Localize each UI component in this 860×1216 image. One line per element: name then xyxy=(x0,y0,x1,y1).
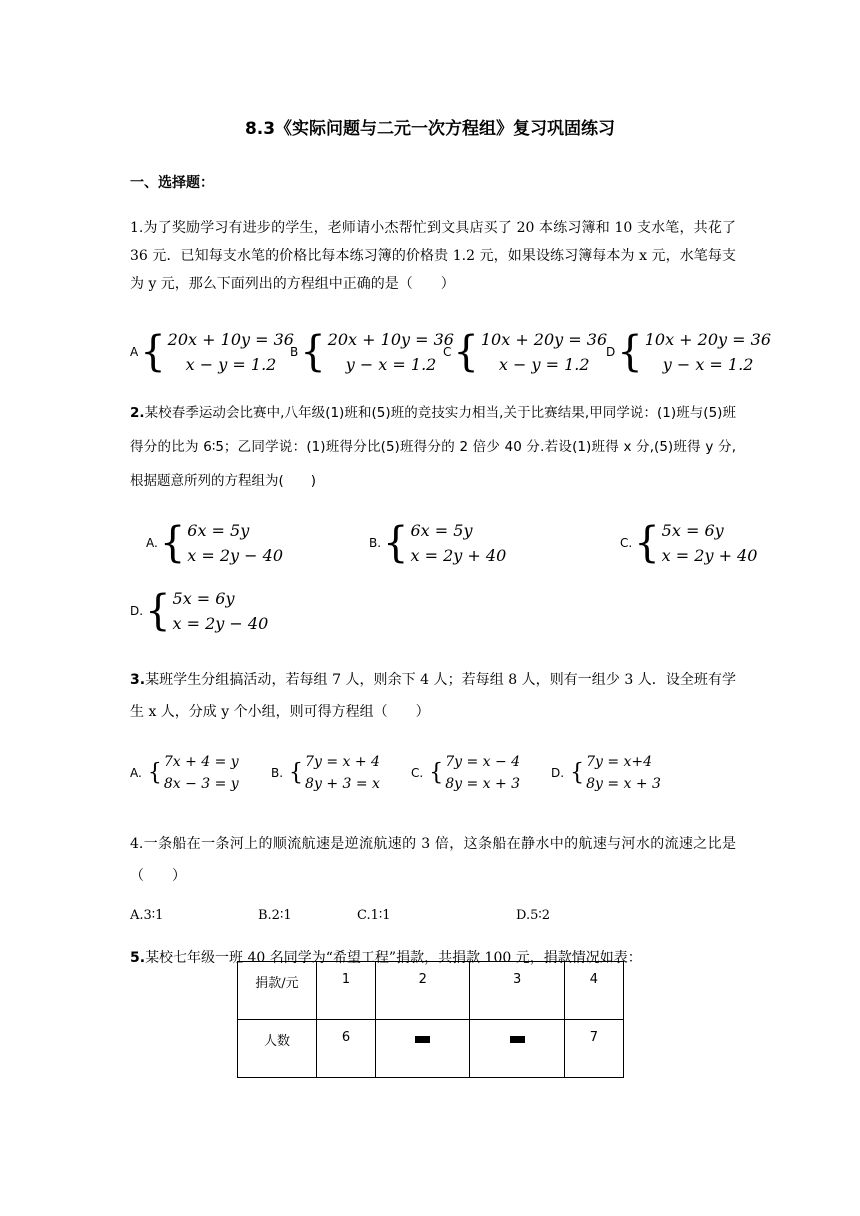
table-cell-blank xyxy=(470,1020,564,1078)
redacted-block-icon xyxy=(415,1036,430,1043)
equation: 7y = x+4 xyxy=(586,754,653,770)
brace-icon: { xyxy=(634,518,660,568)
equation: 7x + 4 = y xyxy=(163,754,239,770)
equation: 10x + 20y = 36 xyxy=(480,330,608,349)
option-label: A xyxy=(130,345,139,359)
option-label: D. xyxy=(551,766,565,780)
option-label: A. xyxy=(130,766,142,780)
table-row xyxy=(238,962,624,1020)
equation: 6x = 5y xyxy=(410,521,473,540)
table-cell: 4 xyxy=(564,962,623,1020)
brace-icon: { xyxy=(145,586,171,636)
donation-table xyxy=(237,961,624,1078)
question-1-text: 1.为了奖励学习有进步的学生，老师请小杰帮忙到文具店买了 20 本练习簿和 10 支水笔，共花了 36 元．已知每支水笔的价格比每本练习簿的价格贵 1.2 元，如果设练习簿每本为 x 元，水笔每支为 y 元，那么下面列出的方程组中正确的是（ ） xyxy=(130,220,736,292)
table-cell: 2 xyxy=(376,962,470,1020)
option-label: B. xyxy=(369,536,382,550)
brace-icon: { xyxy=(289,759,304,786)
q4-option-c[interactable]: C.1∶1 xyxy=(357,908,391,923)
option-label: C xyxy=(443,345,452,359)
option-label: C. xyxy=(411,766,424,780)
brace-icon: { xyxy=(140,327,166,377)
question-body: 某班学生分组搞活动，若每组 7 人，则余下 4 人；若每组 8 人，则有一组少 3 人．设全班有学生 x 人，分成 y 个小组，则可得方程组（ ） xyxy=(130,672,736,720)
q4-option-b[interactable]: B.2∶1 xyxy=(258,908,292,923)
equation: 7y = x + 4 xyxy=(305,754,380,770)
option-label: A. xyxy=(146,536,158,550)
table-cell: 7 xyxy=(564,1020,623,1078)
question-2-text xyxy=(130,396,736,498)
brace-icon: { xyxy=(429,759,444,786)
equation: 8y + 3 = x xyxy=(305,776,380,792)
equation: 10x + 20y = 36 xyxy=(644,330,771,349)
brace-icon: { xyxy=(147,759,162,786)
question-body: 某校七年级一班 40 名同学为“希望工程”捐款，共捐款 100 元，捐款情况如表： xyxy=(145,950,642,966)
brace-icon: { xyxy=(453,327,479,377)
q4-option-d[interactable]: D.5∶2 xyxy=(516,908,551,923)
option-label: B xyxy=(290,345,299,359)
equation: 5x = 6y xyxy=(661,521,724,540)
q3-option-a[interactable] xyxy=(130,751,239,795)
q2-option-b[interactable] xyxy=(369,518,506,568)
q1-option-b[interactable] xyxy=(290,327,454,377)
option-label: D xyxy=(606,345,616,359)
equation: 8y = x + 3 xyxy=(445,776,521,792)
q2-option-a[interactable] xyxy=(146,518,283,568)
q1-option-a[interactable] xyxy=(130,327,294,377)
table-cell-blank xyxy=(376,1020,470,1078)
equation: x − y = 1.2 xyxy=(498,355,590,374)
equation: x = 2y + 40 xyxy=(410,546,507,565)
table-cell: 捐款/元 xyxy=(238,962,317,1020)
equation: 8x − 3 = y xyxy=(163,776,239,792)
section-heading: 一、选择题： xyxy=(130,175,214,191)
q3-option-d[interactable] xyxy=(551,751,661,795)
equation: y − x = 1.2 xyxy=(345,355,437,374)
redacted-block-icon xyxy=(510,1036,525,1043)
q1-option-c[interactable] xyxy=(443,327,607,377)
table-cell: 人数 xyxy=(238,1020,317,1078)
equation: 6x = 5y xyxy=(187,521,250,540)
brace-icon: { xyxy=(617,327,643,377)
option-label: C. xyxy=(620,536,633,550)
question-number: 2. xyxy=(130,405,145,421)
page-title: 8.3《实际问题与二元一次方程组》复习巩固练习 xyxy=(244,119,616,139)
brace-icon: { xyxy=(570,759,585,786)
equation: x = 2y + 40 xyxy=(661,546,758,565)
question-body: 某校春季运动会比赛中,八年级(1)班和(5)班的竞技实力相当,关于比赛结果,甲同学说：(1)班与(5)班得分的比为 6∶5；乙同学说：(1)班得分比(5)班得分的 2 倍少 40 分.若设(1)班得 x 分,(5)班得 y 分,根据题意所列的方程组为( ) xyxy=(130,405,736,489)
equation: 20x + 10y = 36 xyxy=(167,330,294,349)
brace-icon: { xyxy=(159,518,186,568)
table-cell: 6 xyxy=(317,1020,376,1078)
brace-icon: { xyxy=(300,327,326,377)
equation: x = 2y − 40 xyxy=(187,546,284,565)
equation: y − x = 1.2 xyxy=(662,355,754,374)
question-4-text: 4.一条船在一条河上的顺流航速是逆流航速的 3 倍，这条船在静水中的航速与河水的流速之比是（ ） xyxy=(130,836,736,884)
q1-option-d[interactable] xyxy=(606,327,771,377)
equation: 8y = x + 3 xyxy=(586,776,661,792)
q3-option-c[interactable] xyxy=(411,751,520,795)
table-row xyxy=(238,1020,624,1078)
question-number: 5. xyxy=(130,950,146,966)
equation: 5x = 6y xyxy=(172,589,235,608)
equation: x − y = 1.2 xyxy=(185,355,277,374)
q2-option-d[interactable] xyxy=(130,586,268,636)
equation: 20x + 10y = 36 xyxy=(327,330,454,349)
q3-option-b[interactable] xyxy=(271,751,380,795)
option-label: D. xyxy=(130,604,144,618)
equation: x = 2y − 40 xyxy=(172,614,269,633)
brace-icon: { xyxy=(383,518,409,568)
q4-option-a[interactable]: A.3∶1 xyxy=(130,908,164,923)
table-cell: 1 xyxy=(317,962,376,1020)
q2-option-c[interactable] xyxy=(620,518,757,568)
question-3-text xyxy=(130,664,736,728)
equation: 7y = x − 4 xyxy=(445,754,521,770)
question-number: 3. xyxy=(130,672,146,688)
table-cell: 3 xyxy=(470,962,564,1020)
option-label: B. xyxy=(271,766,284,780)
